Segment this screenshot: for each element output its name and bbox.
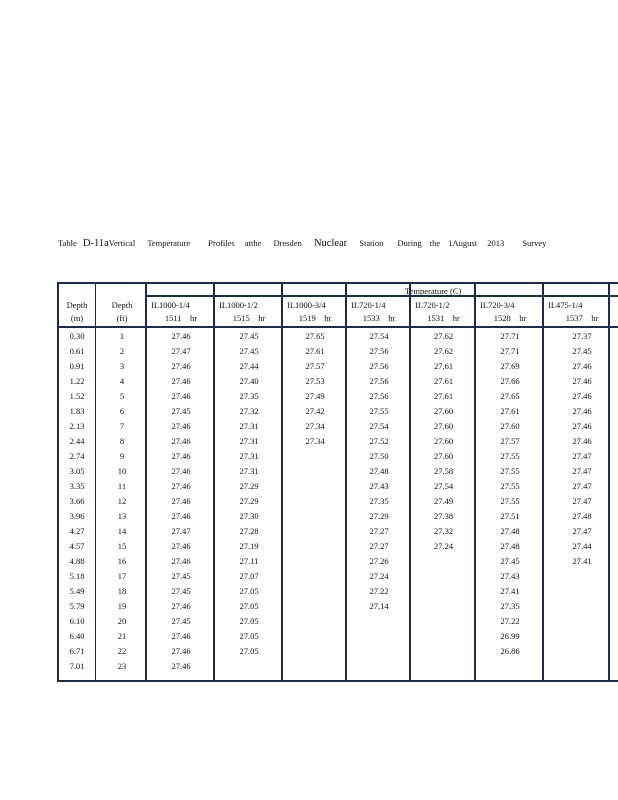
temperature-cell: 27.49 (305, 391, 325, 401)
depth-ft-cell: 1 (119, 331, 125, 341)
temperature-cell: 27.28 (239, 526, 259, 536)
profile-time-header: 1531 hr (427, 313, 460, 323)
temperature-cell: 27.46 (572, 376, 592, 386)
temperature-cell: 27.46 (171, 631, 191, 641)
depth-ft-cell: 15 (117, 541, 127, 551)
depth-m-cell: 4.88 (69, 556, 85, 566)
depth-m-cell: 7.01 (69, 661, 85, 671)
depth-ft-cell: 11 (117, 481, 127, 491)
depth-ft-cell: 6 (119, 406, 125, 416)
temperature-cell: 27.05 (239, 616, 259, 626)
temperature-cell: 27.54 (433, 481, 454, 491)
depth-m-cell: 4.27 (69, 526, 85, 536)
temperature-cell: 27.46 (171, 481, 191, 491)
temperature-cell: 27.46 (572, 436, 592, 446)
depth-ft-cell: 5 (119, 391, 125, 401)
temperature-cell: 27.43 (500, 571, 520, 581)
temperature-cell: 27.55 (500, 496, 520, 506)
temperature-cell: 27.45 (500, 556, 520, 566)
depth-ft-cell: 22 (117, 646, 127, 656)
depth-m-cell: 3.96 (69, 511, 85, 521)
temperature-cell: 27.66 (500, 376, 520, 386)
temperature-cell: 27.46 (171, 496, 191, 506)
temperature-cell: 27.46 (171, 361, 191, 371)
depth-ft-cell: 20 (117, 616, 127, 626)
caption-word: Nuclear (313, 238, 348, 249)
caption-table-id: D-11a (82, 238, 109, 249)
temperature-cell: 27.35 (239, 391, 259, 401)
temperature-group-header: Temperature (C) (405, 286, 462, 296)
depth-m-cell: 6.10 (69, 616, 85, 626)
depth-m-cell: 3.35 (69, 481, 85, 491)
depth-m-cell: 0.91 (69, 361, 85, 371)
temperature-cell: 27.45 (171, 616, 191, 626)
temperature-cell: 27.46 (171, 601, 191, 611)
temperature-cell: 27.46 (171, 376, 191, 386)
temperature-cell: 27.05 (239, 601, 259, 611)
depth-m-cell: 6.40 (69, 631, 85, 641)
temperature-cell: 27.45 (572, 346, 592, 356)
temperature-cell: 27.29 (239, 481, 259, 491)
temperature-cell: 27.49 (433, 496, 454, 506)
temperature-cell: 27.45 (171, 571, 191, 581)
temperature-cell: 27.47 (572, 496, 592, 506)
temperature-cell: 27.60 (500, 421, 520, 431)
temperature-cell: 27.37 (572, 331, 592, 341)
depth-m-cell: 0.61 (69, 346, 85, 356)
caption-word: During (397, 238, 422, 248)
profile-name-header: IL720-3/4 (480, 300, 515, 310)
temperature-cell: 27.34 (305, 436, 325, 446)
temperature-cell: 27.69 (500, 361, 520, 371)
temperature-cell: 27.48 (572, 511, 592, 521)
temperature-cell: 27.07 (239, 571, 259, 581)
temperature-cell: 27.27 (369, 541, 389, 551)
temperature-cell: 27.29 (239, 496, 259, 506)
depth-ft-cell: 17 (117, 571, 127, 581)
temperature-cell: 27.53 (305, 376, 325, 386)
depth-m-cell: 3.05 (69, 466, 85, 476)
temperature-cell: 27.27 (369, 526, 389, 536)
temperature-cell: 27.31 (239, 466, 259, 476)
temperature-cell: 27.71 (500, 346, 520, 356)
profile-time-header: 1511 hr (164, 313, 198, 323)
header-bottom-rule (59, 326, 618, 328)
temperature-cell: 27.46 (171, 451, 191, 461)
temperature-cell: 27.55 (500, 481, 520, 491)
caption-word: Temperature (147, 238, 191, 248)
depth-ft-header-line1: Depth (111, 300, 133, 310)
temperature-cell: 27.54 (369, 331, 389, 341)
depth-ft-cell: 21 (117, 631, 127, 641)
temperature-cell: 27.46 (171, 331, 191, 341)
temperature-cell: 27.61 (433, 376, 454, 386)
caption-word: Vertical (108, 238, 136, 248)
temperature-cell: 27.62 (433, 331, 454, 341)
temperature-cell: 27.46 (171, 466, 191, 476)
temperature-cell: 27.46 (171, 421, 191, 431)
depth-ft-cell: 16 (117, 556, 127, 566)
depth-ft-cell: 3 (119, 361, 125, 371)
depth-ft-cell: 12 (117, 496, 127, 506)
temperature-cell: 27.22 (500, 616, 520, 626)
temperature-cell: 27.56 (369, 361, 389, 371)
depth-m-cell: 0.30 (69, 331, 85, 341)
temperature-cell: 27.35 (500, 601, 520, 611)
temperature-cell: 27.40 (239, 376, 259, 386)
profile-time-header: 1528 hr (493, 313, 527, 323)
temperature-cell: 27.41 (572, 556, 592, 566)
caption-word: the (429, 238, 441, 248)
temperature-cell: 27.05 (239, 646, 259, 656)
temperature-cell: 27.14 (369, 601, 389, 611)
temperature-cell: 27.38 (433, 511, 454, 521)
temperature-cell: 27.47 (572, 466, 592, 476)
profile-name-header: IL475-1/4 (548, 300, 583, 310)
profile-time-header: 1533 hr (362, 313, 396, 323)
temperature-cell: 27.60 (433, 436, 454, 446)
temperature-cell: 27.56 (369, 376, 389, 386)
temperature-cell: 27.48 (369, 466, 389, 476)
depth-m-cell: 6.71 (69, 646, 85, 656)
temperature-cell: 27.46 (572, 391, 592, 401)
temperature-cell: 27.46 (572, 421, 592, 431)
temperature-cell: 27.51 (500, 511, 520, 521)
profile-name-header: IL720-1/2 (415, 300, 450, 310)
temperature-profile-table (57, 282, 618, 682)
temperature-cell: 27.45 (239, 331, 259, 341)
temperature-cell: 27.47 (171, 526, 191, 536)
caption-word: Profiles (208, 238, 235, 248)
temperature-cell: 27.58 (433, 466, 454, 476)
temperature-cell: 27.52 (369, 436, 389, 446)
temperature-cell: 27.29 (369, 511, 389, 521)
temperature-cell: 27.24 (433, 541, 454, 551)
temperature-cell: 27.56 (369, 346, 389, 356)
temperature-cell: 27.65 (305, 331, 325, 341)
caption-word: Survey (522, 238, 547, 248)
temperature-cell: 27.57 (500, 436, 520, 446)
depth-m-header-line1: Depth (66, 300, 88, 310)
profile-name-header: IL1000-1/2 (219, 300, 258, 310)
temperature-cell: 27.55 (369, 406, 389, 416)
temperature-cell: 27.34 (305, 421, 325, 431)
table-caption (58, 238, 546, 249)
temperature-cell: 27.60 (433, 451, 454, 461)
temperature-cell: 27.62 (433, 346, 454, 356)
temperature-cell: 27.41 (500, 586, 520, 596)
temperature-cell: 27.42 (305, 406, 325, 416)
temperature-cell: 27.32 (239, 406, 259, 416)
temperature-cell: 27.71 (500, 331, 520, 341)
temperature-cell: 27.61 (433, 391, 454, 401)
depth-ft-cell: 9 (119, 451, 125, 461)
depth-ft-cell: 23 (117, 661, 127, 671)
temperature-cell: 27.61 (433, 361, 454, 371)
temperature-cell: 27.44 (239, 361, 259, 371)
temperature-cell: 27.05 (239, 586, 259, 596)
temperature-cell: 27.54 (369, 421, 389, 431)
depth-ft-cell: 18 (117, 586, 127, 596)
depth-m-cell: 3.66 (69, 496, 85, 506)
temperature-cell: 27.46 (171, 511, 191, 521)
caption-word: Station (359, 238, 384, 248)
temperature-cell: 27.46 (171, 391, 191, 401)
depth-ft-cell: 2 (119, 346, 125, 356)
depth-m-cell: 1.52 (69, 391, 85, 401)
temperature-cell: 26.99 (500, 631, 520, 641)
temperature-cell: 27.60 (433, 406, 454, 416)
temperature-cell: 27.45 (171, 586, 191, 596)
temperature-cell: 27.46 (171, 436, 191, 446)
profile-name-header: IL720-1/4 (351, 300, 386, 310)
temperature-cell: 27.45 (171, 406, 191, 416)
temperature-cell: 27.31 (239, 451, 259, 461)
depth-ft-cell: 13 (117, 511, 127, 521)
temperature-cell: 27.11 (239, 556, 259, 566)
temperature-cell: 27.45 (239, 346, 259, 356)
depth-m-cell: 5.49 (69, 586, 85, 596)
caption-word: 1August (448, 238, 478, 248)
profile-time-header: 1519 hr (298, 313, 332, 323)
depth-m-cell: 5.18 (69, 571, 85, 581)
temperature-cell: 27.35 (369, 496, 389, 506)
column-rule (95, 284, 96, 680)
temperature-cell: 27.26 (369, 556, 389, 566)
depth-m-cell: 2.44 (69, 436, 85, 446)
temperature-cell: 27.44 (572, 541, 592, 551)
depth-m-cell: 5.79 (69, 601, 85, 611)
temperature-cell: 27.47 (572, 481, 592, 491)
depth-ft-cell: 19 (117, 601, 127, 611)
profile-name-header: IL1000-3/4 (287, 300, 326, 310)
temperature-cell: 27.46 (171, 556, 191, 566)
caption-word: Dresden (273, 238, 302, 248)
temperature-cell: 27.46 (171, 646, 191, 656)
depth-m-cell: 1.22 (69, 376, 85, 386)
temperature-cell: 27.47 (572, 451, 592, 461)
temperature-cell: 27.46 (572, 361, 592, 371)
depth-m-cell: 1.83 (69, 406, 85, 416)
temperature-cell: 27.46 (171, 541, 191, 551)
temperature-cell: 27.31 (239, 436, 259, 446)
depth-ft-cell: 8 (119, 436, 125, 446)
temperature-cell: 27.43 (369, 481, 389, 491)
depth-m-cell: 4.57 (69, 541, 85, 551)
caption-word: 2013 (487, 238, 505, 248)
temperature-cell: 27.22 (369, 586, 389, 596)
depth-ft-cell: 7 (119, 421, 125, 431)
depth-ft-cell: 10 (117, 466, 127, 476)
temperature-cell: 27.65 (500, 391, 520, 401)
temperature-cell: 27.46 (171, 661, 191, 671)
depth-ft-cell: 14 (117, 526, 127, 536)
depth-m-cell: 2.74 (69, 451, 85, 461)
temperature-cell: 27.30 (239, 511, 259, 521)
profile-time-header: 1537 hr (565, 313, 599, 323)
temperature-cell: 27.50 (369, 451, 389, 461)
temperature-cell: 27.24 (369, 571, 389, 581)
depth-m-header-line2: (m) (70, 313, 84, 323)
depth-m-cell: 2.13 (69, 421, 85, 431)
temperature-cell: 27.60 (433, 421, 454, 431)
temperature-cell: 27.05 (239, 631, 259, 641)
temperature-cell: 27.46 (572, 406, 592, 416)
temperature-cell: 27.56 (369, 391, 389, 401)
caption-table-label: Table (58, 238, 77, 248)
profile-time-header: 1515 hr (232, 313, 266, 323)
depth-ft-header-line2: (ft) (116, 313, 128, 323)
temperature-cell: 26.86 (500, 646, 520, 656)
group-header-rule (147, 295, 618, 297)
temperature-cell: 27.32 (433, 526, 454, 536)
temperature-cell: 27.19 (239, 541, 259, 551)
caption-word: atthe (244, 238, 262, 248)
temperature-cell: 27.47 (572, 526, 592, 536)
temperature-cell: 27.55 (500, 451, 520, 461)
temperature-cell: 27.61 (305, 346, 325, 356)
temperature-cell: 27.48 (500, 541, 520, 551)
temperature-cell: 27.55 (500, 466, 520, 476)
profile-name-header: IL1000-1/4 (151, 300, 190, 310)
depth-ft-cell: 4 (119, 376, 125, 386)
temperature-cell: 27.47 (171, 346, 191, 356)
temperature-cell: 27.48 (500, 526, 520, 536)
temperature-cell: 27.57 (305, 361, 325, 371)
temperature-cell: 27.61 (500, 406, 520, 416)
temperature-cell: 27.31 (239, 421, 259, 431)
